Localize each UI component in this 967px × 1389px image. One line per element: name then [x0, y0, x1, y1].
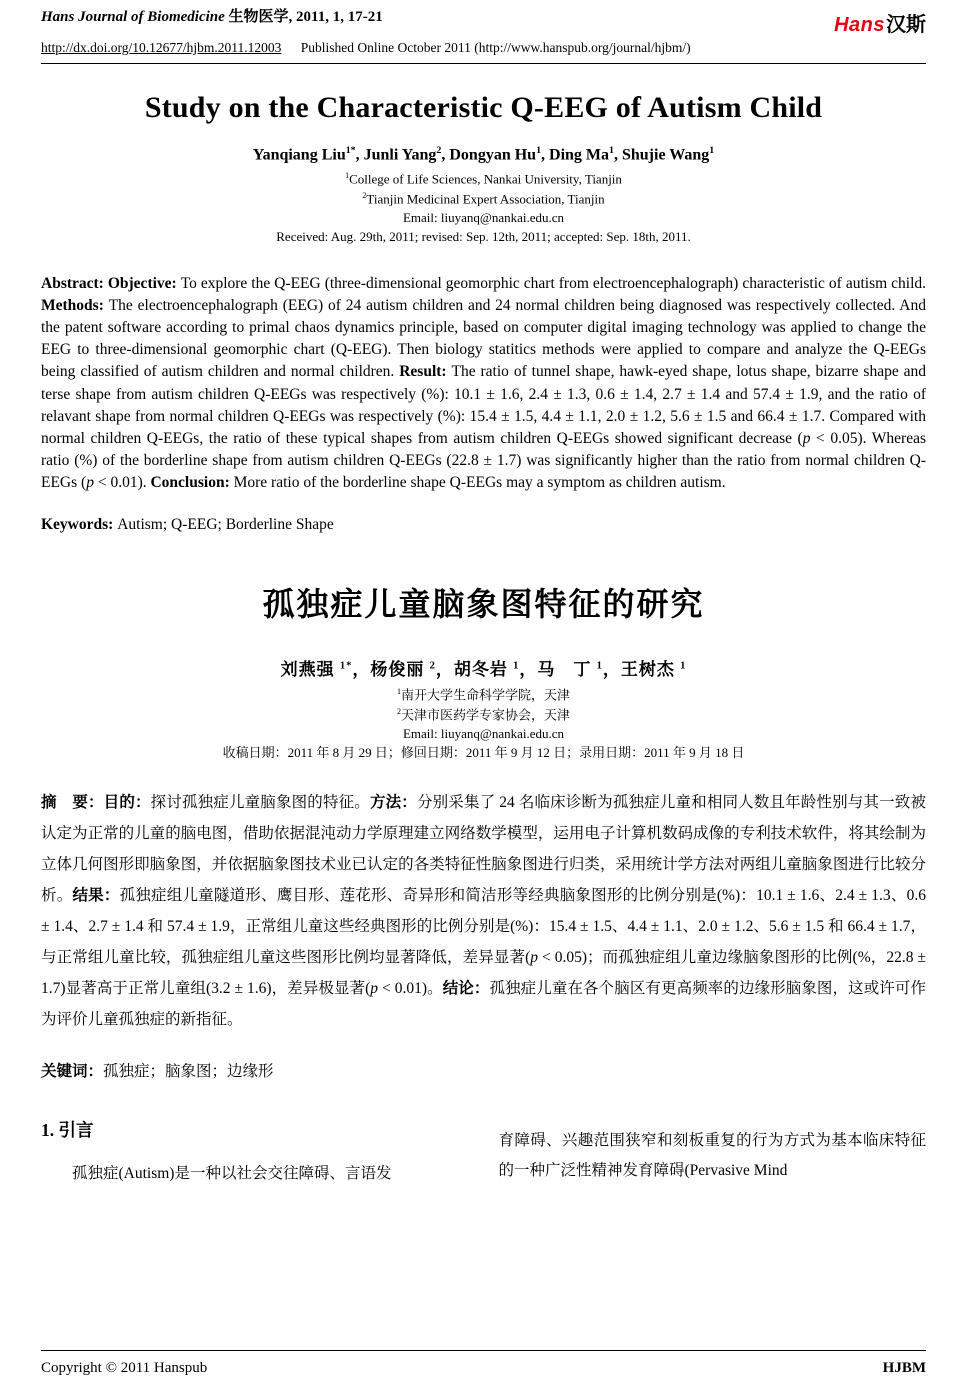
- column-right: [499, 1113, 927, 1189]
- affiliation-1-en: $^1$College of Life Sciences, Nankai University, Tianjin: [345, 171, 622, 187]
- article-title-cn: 孤独症儿童脑象图特征的研究: [262, 586, 705, 623]
- intro-paragraph-right: 育障碍、兴趣范围狭窄和刻板重复的行为方式为基本临床特征的一种广泛性精神发育障碍(Pervasive Mind: [498, 1131, 926, 1180]
- column-left: [41, 1113, 469, 1189]
- intro-paragraph-left: 孤独症(Autism)是一种以社会交往障碍、言语发: [72, 1165, 392, 1183]
- keywords-cn: 关键词：孤独症；脑象图；边缘形: [41, 1062, 274, 1080]
- received-line-en: Received: Aug. 29th, 2011; revised: Sep. 12th, 2011; accepted: Sep. 18th, 2011.: [276, 228, 691, 244]
- affiliation-2-en: $^2$Tianjin Medicinal Expert Association, Tianjin: [362, 190, 605, 206]
- page-footer: [41, 1350, 926, 1377]
- authors-line-cn: 刘燕强 $^{1*}$，杨俊丽 $^2$，胡冬岩 $^1$，马 丁 $^1$，王树杰 $^1$: [280, 660, 687, 680]
- affiliation-2-cn: $^2$天津市医药学专家协会，天津: [396, 706, 571, 723]
- email-line-en: Email: liuyanq@nankai.edu.cn: [402, 209, 565, 225]
- article-body: [41, 91, 926, 1189]
- introduction-section: [41, 1113, 926, 1189]
- publisher-logo: [834, 8, 926, 37]
- authors-line-en: Yanqiang Liu$^{1*}$, Junli Yang$^2$, Dongyan Hu$^1$, Ding Ma$^1$, Shujie Wang$^1$: [252, 145, 715, 164]
- section-heading-introduction: 1. 引言: [41, 1119, 94, 1140]
- journal-header: [41, 8, 926, 56]
- abstract-en: Abstract: Objective: To explore the Q-EEG (three-dimensional geomorphic chart from electroencephalograph) characteristic of autism child. Methods: The electroencephalograph (EEG) of 24 autism children and 24 normal children being diagnosed was respectively collected. And the patent software according to primal chaos dynamics principle, based on computer digital imaging technology was applied to change the EEG to three-dimensional geomorphic chart (Q-EEG). Then biology statitics methods were applied to compare and analyze the Q-EEGs being classified of autism children and normal children. Result: The ratio of tunnel shape, hawk-eyed shape, lotus shape, bizarre shape and terse shape from autism children Q-EEGs was respectively (%): 10.1 ± 1.6, 2.4 ± 1.3, 0.6 ± 1.4, 2.7 ± 1.4 and 57.4 ± 1.9, and the ratio of relavant shape from normal children Q-EEGs was respectively (%): 15.4 ± 1.5, 4.4 ± 1.1, 2.0 ± 1.2, 5.6 ± 1.5 and 66.4 ± 1.7. Compared with normal children Q-EEGs, the ratio of these typical shapes from autism children Q-EEGs showed significant decrease (p < 0.05). Whereas ratio (%) of the borderline shape from autism children Q-EEGs (22.8 ± 1.7) was significantly higher than the ratio from normal children Q-EEGs (p < 0.01). Conclusion: More ratio of the borderline shape Q-EEGs may a symptom as children autism.: [41, 274, 927, 492]
- journal-abbreviation: HJBM: [882, 1360, 926, 1376]
- published-online-text: Published Online October 2011 (http://www.hanspub.org/journal/hjbm/): [300, 40, 691, 55]
- abstract-cn: 摘 要：目的：探讨孤独症儿童脑象图的特征。方法：分别采集了 24 名临床诊断为孤独症儿童和相同人数且年龄性别与其一致被认定为正常的儿童的脑电图，借助依据混沌动力学原理建立网络数学模型，运用电子计算机数码成像的专利技术软件，将其绘制为立体几何图形即脑象图，并依据脑象图技术业已认定的各类特征性脑象图进行归类，采用统计学方法对两组儿童脑象图进行比较分析。结果：孤独症组儿童隧道形、鹰目形、莲花形、奇异形和简洁形等经典脑象图形的比例分别是(%)：10.1 ± 1.6、2.4 ± 1.3、0.6 ± 1.4、2.7 ± 1.4 和 57.4 ± 1.9，正常组儿童这些经典图形的比例分别是(%)：15.4 ± 1.5、4.4 ± 1.1、2.0 ± 1.2、5.6 ± 1.5 和 66.4 ± 1.7，与正常组儿童比较，孤独症组儿童这些图形比例均显著降低，差异显著(p < 0.05)；而孤独症组儿童边缘脑象图形的比例(%，22.8 ± 1.7)显著高于正常儿童组(3.2 ± 1.6)，差异极显著(p < 0.01)。结论：孤独症儿童在各个脑区有更高频率的边缘形脑象图，这或许可作为评价儿童孤独症的新指征。: [41, 793, 926, 1028]
- doi-link[interactable]: http://dx.doi.org/10.12677/hjbm.2011.12003: [41, 40, 282, 55]
- keywords-en: Keywords: Autism; Q-EEG; Borderline Shape: [41, 516, 334, 534]
- article-title-en: Study on the Characteristic Q-EEG of Autism Child: [144, 91, 823, 124]
- hans-logo-text: Hans: [834, 14, 885, 36]
- journal-title-line: Hans Journal of Biomedicine 生物医学, 2011, 1, 17-21: [41, 9, 383, 25]
- received-line-cn: 收稿日期：2011 年 8 月 29 日；修回日期：2011 年 9 月 12 日；录用日期：2011 年 9 月 18 日: [222, 744, 745, 760]
- email-line-cn: Email: liuyanq@nankai.edu.cn: [402, 726, 565, 742]
- copyright-text: Copyright © 2011 Hanspub: [41, 1360, 208, 1376]
- affiliation-1-cn: $^1$南开大学生命科学学院，天津: [396, 687, 571, 703]
- hans-logo-cn-text: 汉斯: [886, 14, 926, 36]
- affiliations-cn: [41, 686, 926, 763]
- affiliations-en: [41, 170, 926, 247]
- doi-line: [41, 40, 926, 56]
- header-divider: [41, 63, 926, 64]
